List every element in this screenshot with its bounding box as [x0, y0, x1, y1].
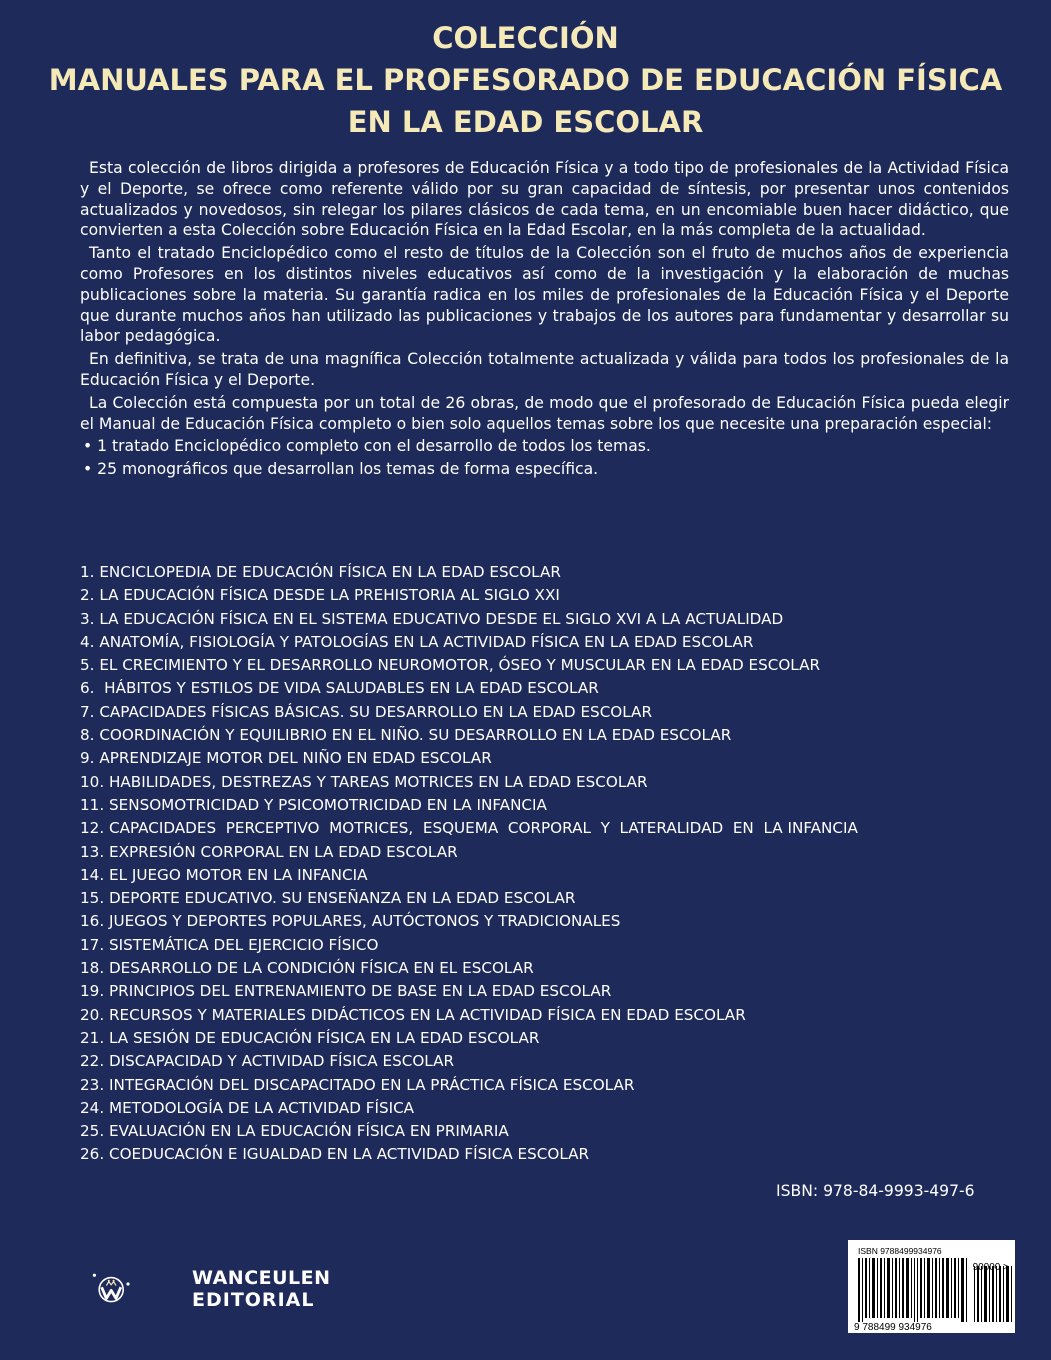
isbn-text: ISBN: 978-84-9993-497-6 [776, 1182, 975, 1200]
title-list-item: 20. RECURSOS Y MATERIALES DIDÁCTICOS EN LA ACTIVIDAD FÍSICA EN EDAD ESCOLAR [80, 1005, 746, 1024]
barcode [844, 1236, 1019, 1337]
title-list-item: 24. METODOLOGÍA DE LA ACTIVIDAD FÍSICA [80, 1098, 415, 1117]
description-paragraph: En definitiva, se trata de una magnífica Colección totalmente actualizada y válida para todos los profesionales de la Educación Física y el Deporte. [80, 350, 1009, 389]
title-list-item: 5. EL CRECIMIENTO Y EL DESARROLLO NEUROMOTOR, ÓSEO Y MUSCULAR EN LA EDAD ESCOLAR [80, 656, 821, 675]
title-list-item: 14. EL JUEGO MOTOR EN LA INFANCIA [80, 865, 368, 884]
title-list-item: 1. ENCICLOPEDIA DE EDUCACIÓN FÍSICA EN LA EDAD ESCOLAR [80, 563, 561, 581]
title-list-item: 13. EXPRESIÓN CORPORAL EN LA EDAD ESCOLAR [80, 842, 458, 861]
description-block [80, 158, 1009, 480]
title-list-item: 7. CAPACIDADES FÍSICAS BÁSICAS. SU DESARROLLO EN LA EDAD ESCOLAR [80, 702, 652, 721]
title-list-item: 6. HÁBITOS Y ESTILOS DE VIDA SALUDABLES EN LA EDAD ESCOLAR [80, 679, 599, 698]
title-list-item: 3. LA EDUCACIÓN FÍSICA EN EL SISTEMA EDUCATIVO DESDE EL SIGLO XVI A LA ACTUALIDAD [80, 609, 784, 628]
title-list-item: 23. INTEGRACIÓN DEL DISCAPACITADO EN LA PRÁCTICA FÍSICA ESCOLAR [80, 1075, 635, 1094]
barcode-price-addon: 90000 > [972, 1262, 1009, 1273]
description-paragraph: La Colección está compuesta por un total de 26 obras, de modo que el profesorado de Educación Física pueda elegir el Manual de Educación Física completo o bien solo aquellos temas sobre los que necesite una preparación especial: [80, 393, 1009, 433]
title-list-item: 16. JUEGOS Y DEPORTES POPULARES, AUTÓCTONOS Y TRADICIONALES [80, 912, 621, 931]
bullet-item: • 1 tratado Enciclopédico completo con el desarrollo de todos los temas. [83, 437, 651, 456]
collection-title-line: EN LA EDAD ESCOLAR [347, 105, 704, 139]
title-list-item: 25. EVALUACIÓN EN LA EDUCACIÓN FÍSICA EN PRIMARIA [80, 1122, 509, 1141]
title-list-item: 15. DEPORTE EDUCATIVO. SU ENSEÑANZA EN LA EDAD ESCOLAR [80, 889, 576, 908]
barcode-digits: 9 788499 934976 [854, 1322, 932, 1333]
title-list-item: 9. APRENDIZAJE MOTOR DEL NIÑO EN EDAD ESCOLAR [80, 749, 492, 768]
title-list-item: 12. CAPACIDADES PERCEPTIVO MOTRICES, ESQUEMA CORPORAL Y LATERALIDAD EN LA INFANCIA [80, 819, 858, 838]
w-crown-logo-icon [92, 1248, 192, 1328]
title-list-item: 22. DISCAPACIDAD Y ACTIVIDAD FÍSICA ESCOLAR [80, 1052, 455, 1071]
description-paragraph: Tanto el tratado Enciclopédico como el resto de títulos de la Colección son el fruto de muchos años de experiencia como Profesores en los distintos niveles educativos así como de la investigación y la elaboración de muchas publicaciones sobre la materia. Su garantía radica en los miles de profesionales de la Educación Física y el Deporte que durante muchos años han utilizado las publicaciones y trabajos de los autores para fundamentar y desarrollar su labor pedagógica. [80, 244, 1009, 346]
title-list-item: 19. PRINCIPIOS DEL ENTRENAMIENTO DE BASE EN LA EDAD ESCOLAR [80, 982, 612, 1001]
publisher-name: WANCEULEN [192, 1267, 331, 1289]
title-list-item: 17. SISTEMÁTICA DEL EJERCICIO FÍSICO [80, 935, 379, 954]
bullet-item: • 25 monográficos que desarrollan los temas de forma específica. [83, 460, 599, 479]
title-list-item: 11. SENSOMOTRICIDAD Y PSICOMOTRICIDAD EN LA INFANCIA [80, 795, 547, 814]
title-list-item: 2. LA EDUCACIÓN FÍSICA DESDE LA PREHISTORIA AL SIGLO XXI [80, 586, 560, 605]
title-list-item: 10. HABILIDADES, DESTREZAS Y TAREAS MOTRICES EN LA EDAD ESCOLAR [80, 772, 648, 791]
title-list [80, 561, 1010, 1167]
title-list-item: 18. DESARROLLO DE LA CONDICIÓN FÍSICA EN EL ESCOLAR [80, 959, 534, 978]
title-list-item: 21. LA SESIÓN DE EDUCACIÓN FÍSICA EN LA EDAD ESCOLAR [80, 1028, 540, 1047]
collection-heading: COLECCIÓN [432, 21, 619, 55]
publisher-subtitle: EDITORIAL [192, 1289, 315, 1311]
title-list-item: 26. COEDUCACIÓN E IGUALDAD EN LA ACTIVIDAD FÍSICA ESCOLAR [80, 1145, 590, 1164]
description-paragraph: Esta colección de libros dirigida a profesores de Educación Física y a todo tipo de profesionales de la Actividad Física y el Deporte, se ofrece como referente válido por su gran capacidad de síntesis, por presentar unos contenidos actualizados y novedosos, sin relegar los pilares clásicos de cada tema, en un encomiable buen hacer didáctico, que convierten a esta Colección sobre Educación Física en la Edad Escolar, en la más completa de la actualidad. [80, 159, 1009, 240]
barcode-isbn-label: ISBN 9788499934976 [858, 1246, 942, 1256]
title-list-item: 4. ANATOMÍA, FISIOLOGÍA Y PATOLOGÍAS EN LA ACTIVIDAD FÍSICA EN LA EDAD ESCOLAR [80, 632, 754, 651]
collection-title-line: MANUALES PARA EL PROFESORADO DE EDUCACIÓN FÍSICA [48, 63, 1003, 97]
title-list-item: 8. COORDINACIÓN Y EQUILIBRIO EN EL NIÑO. SU DESARROLLO EN LA EDAD ESCOLAR [80, 726, 732, 745]
